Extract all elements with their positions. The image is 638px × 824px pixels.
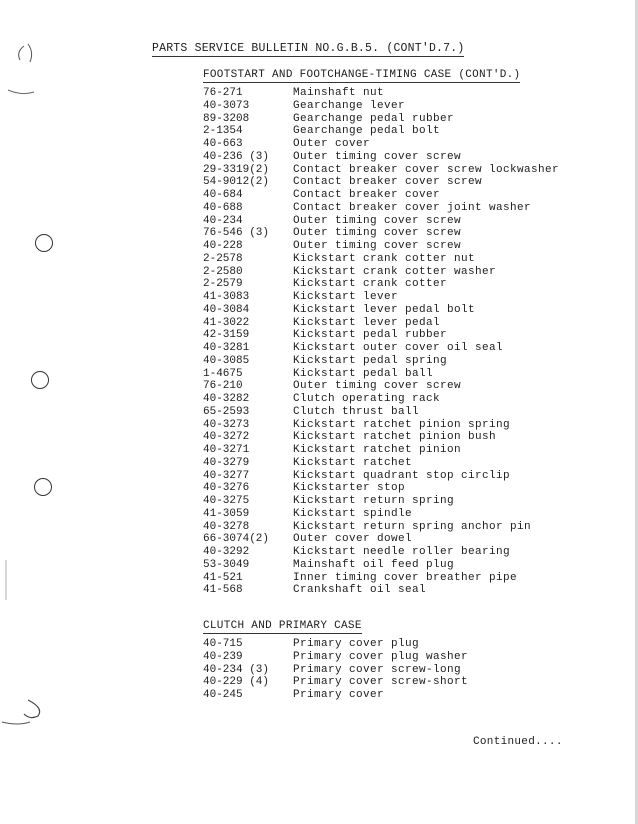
bulletin-title: PARTS SERVICE BULLETIN NO.G.B.5. (CONT'D.7.) bbox=[152, 42, 465, 55]
part-description: Primary cover screw-long bbox=[293, 663, 462, 676]
part-description: Outer cover bbox=[293, 138, 371, 150]
part-description: Mainshaft oil feed plug bbox=[293, 558, 455, 571]
part-number: 40-3279 bbox=[203, 456, 250, 469]
part-number: 66-3074(2) bbox=[203, 533, 270, 546]
part-number: 1-4675 bbox=[203, 367, 243, 380]
part-number: 40-3277 bbox=[203, 469, 250, 482]
part-number: 65-2593 bbox=[203, 405, 250, 418]
section-title-clutch: CLUTCH AND PRIMARY CASE bbox=[203, 620, 362, 632]
part-number: 40-239 bbox=[203, 650, 243, 663]
part-number: 2-2579 bbox=[203, 278, 243, 291]
part-description: Primary cover screw-short bbox=[293, 676, 469, 689]
part-description: Crankshaft oil seal bbox=[293, 584, 427, 597]
part-description: Outer timing cover screw bbox=[293, 240, 462, 252]
part-description: Primary cover plug bbox=[293, 638, 420, 650]
part-description: Outer timing cover screw bbox=[293, 380, 462, 393]
part-description: Kickstart ratchet pinion bbox=[293, 444, 462, 456]
section-title-footstart: FOOTSTART AND FOOTCHANGE-TIMING CASE (CONT'D.) bbox=[203, 69, 521, 81]
part-description: Kickstart lever pedal bolt bbox=[293, 303, 476, 316]
part-number: 40-3084 bbox=[203, 303, 250, 316]
part-description: Kickstart ratchet bbox=[293, 456, 413, 469]
part-description: Kickstart outer cover oil seal bbox=[293, 342, 504, 354]
part-number: 41-521 bbox=[203, 571, 243, 584]
part-number: 40-3278 bbox=[203, 520, 250, 533]
part-number: 40-234 (3) bbox=[203, 663, 270, 676]
part-description: Gearchange pedal rubber bbox=[293, 112, 455, 125]
part-description: Outer timing cover screw bbox=[293, 214, 462, 227]
scan-marks bbox=[0, 0, 60, 824]
part-description: Contact breaker cover screw bbox=[293, 176, 483, 189]
part-description: Kickstart return spring bbox=[293, 495, 455, 507]
part-description: Kickstart lever bbox=[293, 291, 399, 303]
part-description: Kickstart crank cotter bbox=[293, 278, 448, 291]
part-description: Kickstart pedal ball bbox=[293, 367, 434, 380]
part-number: 41-3083 bbox=[203, 291, 250, 303]
part-number: 40-3276 bbox=[203, 482, 250, 495]
part-number: 40-228 bbox=[203, 240, 243, 252]
part-number: 40-229 (4) bbox=[203, 676, 270, 689]
part-description: Kickstart ratchet pinion spring bbox=[293, 418, 511, 431]
part-number: 40-688 bbox=[203, 201, 243, 214]
part-number: 76-546 (3) bbox=[203, 227, 270, 240]
part-description: Contact breaker cover joint washer bbox=[293, 201, 532, 214]
part-description: Clutch thrust ball bbox=[293, 405, 420, 418]
part-description: Kickstart pedal spring bbox=[293, 354, 448, 367]
part-description: Outer timing cover screw bbox=[293, 150, 462, 163]
part-description: Outer timing cover screw bbox=[293, 227, 462, 240]
part-number: 29-3319(2) bbox=[203, 163, 270, 176]
part-description: Kickstart crank cotter washer bbox=[293, 265, 497, 278]
part-number: 40-234 bbox=[203, 214, 243, 227]
part-number: 40-715 bbox=[203, 638, 243, 650]
part-number: 89-3208 bbox=[203, 112, 250, 125]
part-description: Kickstart return spring anchor pin bbox=[293, 520, 532, 533]
part-description: Kickstart needle roller bearing bbox=[293, 546, 511, 558]
part-number: 53-3049 bbox=[203, 558, 250, 571]
part-number: 41-3022 bbox=[203, 316, 250, 329]
part-number: 40-3275 bbox=[203, 495, 250, 507]
part-number: 40-3281 bbox=[203, 342, 250, 354]
part-description: Kickstart lever pedal bbox=[293, 316, 441, 329]
part-number: 40-3282 bbox=[203, 393, 250, 405]
part-number: 40-245 bbox=[203, 689, 243, 701]
part-number: 2-2578 bbox=[203, 252, 243, 265]
part-number: 42-3159 bbox=[203, 329, 250, 342]
part-description: Gearchange pedal bolt bbox=[293, 125, 441, 138]
part-description: Contact breaker cover bbox=[293, 189, 441, 201]
part-description: Kickstart quadrant stop circlip bbox=[293, 469, 511, 482]
part-description: Primary cover plug washer bbox=[293, 650, 469, 663]
part-number: 2-1354 bbox=[203, 125, 243, 138]
part-description: Gearchange lever bbox=[293, 99, 406, 112]
part-description: Kickstart ratchet pinion bush bbox=[293, 431, 497, 444]
part-number: 41-568 bbox=[203, 584, 243, 597]
part-number: 54-9012(2) bbox=[203, 176, 270, 189]
part-description: Kickstart spindle bbox=[293, 507, 413, 520]
part-number: 40-684 bbox=[203, 189, 243, 201]
part-number: 40-3085 bbox=[203, 354, 250, 367]
part-description: Kickstart pedal rubber bbox=[293, 329, 448, 342]
part-description: Contact breaker cover screw lockwasher bbox=[293, 163, 560, 176]
continued-note: Continued.... bbox=[473, 736, 563, 748]
part-description: Outer cover dowel bbox=[293, 533, 413, 546]
part-number: 76-210 bbox=[203, 380, 243, 393]
part-description: Inner timing cover breather pipe bbox=[293, 571, 518, 584]
part-description: Kickstart crank cotter nut bbox=[293, 252, 476, 265]
part-number: 76-271 bbox=[203, 87, 243, 99]
part-number: 40-3073 bbox=[203, 99, 250, 112]
part-description: Clutch operating rack bbox=[293, 393, 441, 405]
part-number: 40-3271 bbox=[203, 444, 250, 456]
part-number: 40-663 bbox=[203, 138, 243, 150]
part-description: Primary cover bbox=[293, 689, 385, 701]
part-number: 40-236 (3) bbox=[203, 150, 270, 163]
part-description: Mainshaft nut bbox=[293, 87, 385, 99]
part-description: Kickstarter stop bbox=[293, 482, 406, 495]
part-number: 2-2580 bbox=[203, 265, 243, 278]
part-number: 40-3272 bbox=[203, 431, 250, 444]
part-number: 40-3292 bbox=[203, 546, 250, 558]
part-number: 41-3059 bbox=[203, 507, 250, 520]
part-number: 40-3273 bbox=[203, 418, 250, 431]
